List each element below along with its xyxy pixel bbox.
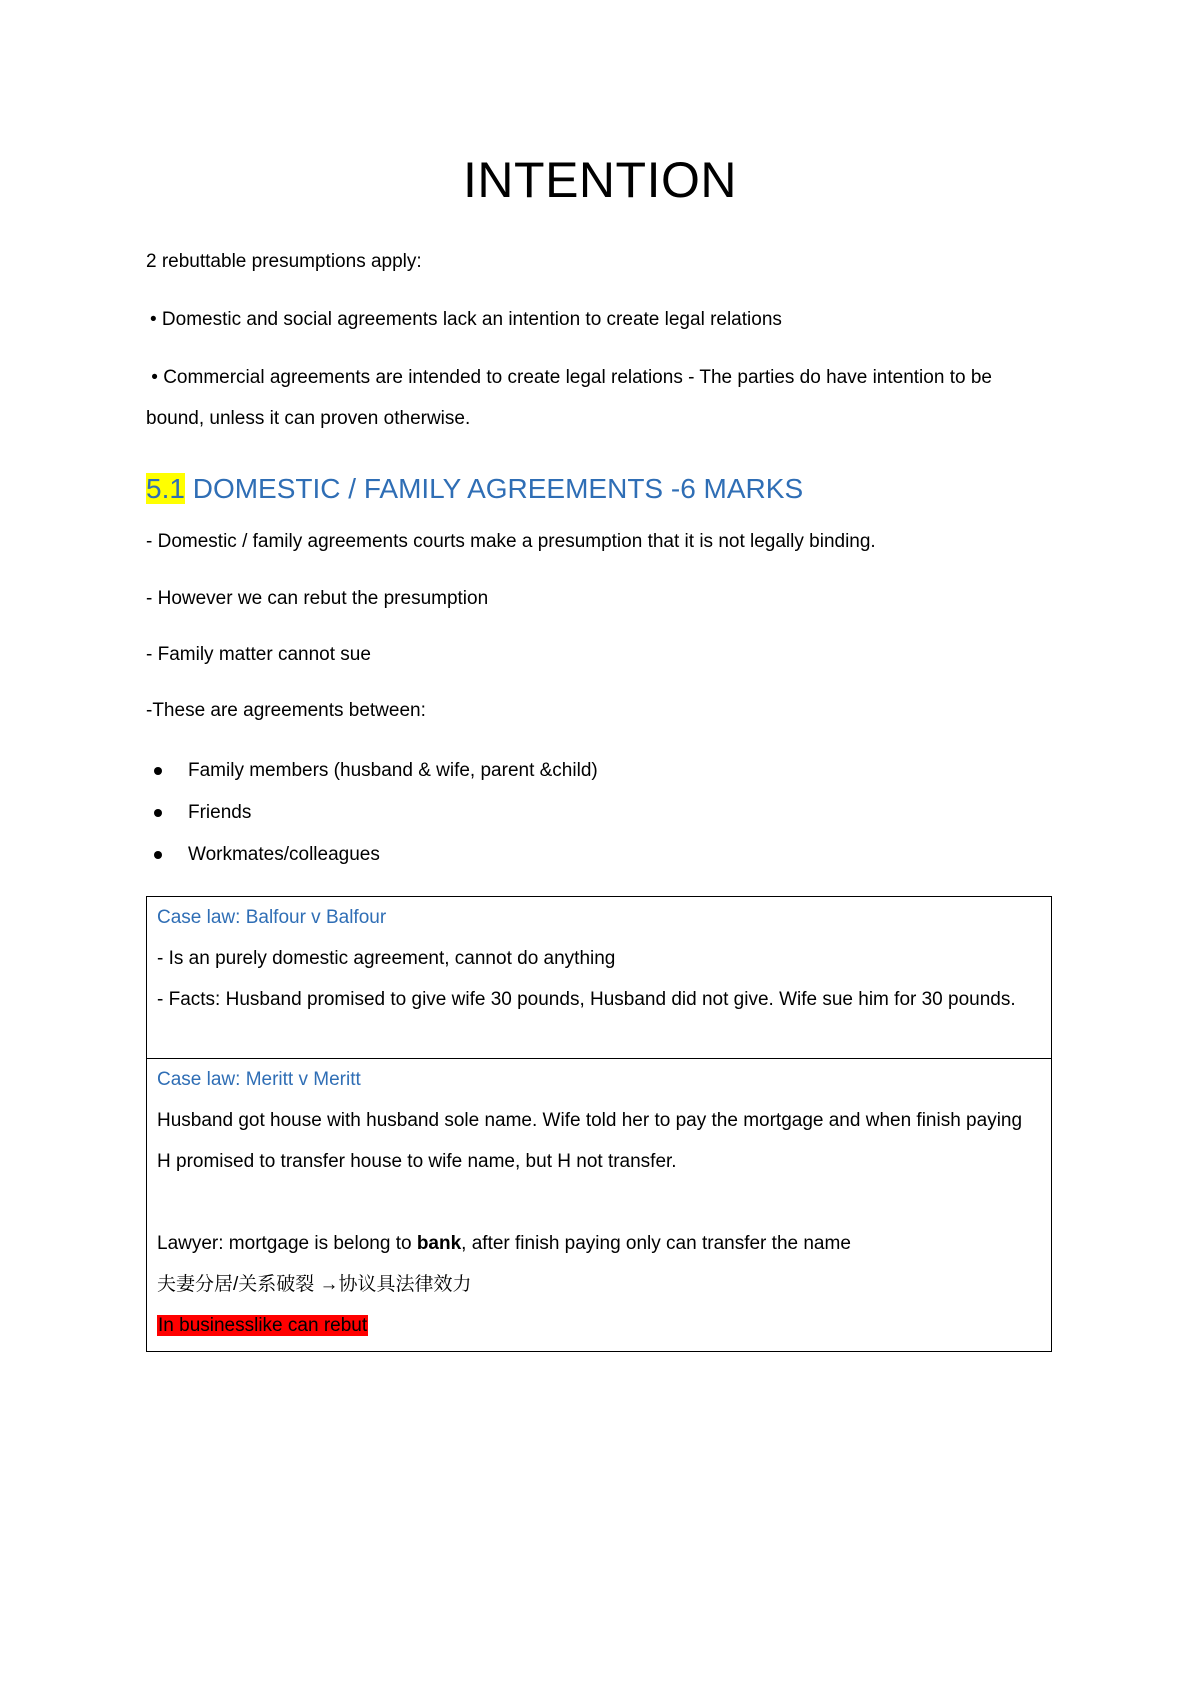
- section-heading: [146, 470, 803, 508]
- section-number: 5.1: [146, 473, 185, 504]
- case-heading-meritt: Case law: Meritt v Meritt: [157, 1069, 361, 1090]
- list-item: Family members (husband & wife, parent &child): [146, 757, 598, 799]
- chinese-note: 夫妻分居/关系破裂 →协议具法律效力: [157, 1274, 472, 1295]
- case-box-balfour: [146, 896, 1052, 1059]
- lawyer-note: Lawyer: mortgage is belong to bank, after finish paying only can transfer the name: [157, 1233, 851, 1254]
- spacer: [157, 1182, 1041, 1223]
- case-facts: Husband got house with husband sole name. Wife told her to pay the mortgage and when finish paying H promised to transfer house to wife name, but H not transfer.: [157, 1110, 1023, 1172]
- list-item: Workmates/colleagues: [146, 841, 598, 883]
- case-line-1: - Is an purely domestic agreement, cannot do anything: [157, 948, 616, 969]
- case-line-2: - Facts: Husband promised to give wife 30 pounds, Husband did not give. Wife sue him for 30 pounds.: [157, 989, 1016, 1010]
- list-item: Friends: [146, 799, 598, 841]
- section-title: DOMESTIC / FAMILY AGREEMENTS -6 MARKS: [184, 473, 804, 504]
- point-4: -These are agreements between:: [146, 700, 426, 721]
- presumption-2: [146, 357, 1046, 439]
- case-box-meritt: [146, 1058, 1052, 1352]
- rebut-highlight: In businesslike can rebut: [158, 1315, 368, 1336]
- bullet-icon: [154, 809, 162, 817]
- presumption-2-text: • Commercial agreements are intended to create legal relations - The parties do have intention to be bound, unless it can proven otherwise.: [146, 367, 992, 429]
- bullet-icon: [154, 767, 162, 775]
- point-3: - Family matter cannot sue: [146, 644, 371, 665]
- rebut-note: [157, 1305, 1041, 1346]
- point-1: - Domestic / family agreements courts make a presumption that it is not legally binding.: [146, 531, 876, 552]
- bullet-icon: [154, 851, 162, 859]
- case-heading-balfour: Case law: Balfour v Balfour: [157, 907, 387, 928]
- presumption-1: • Domestic and social agreements lack an intention to create legal relations: [150, 309, 782, 330]
- document-title: INTENTION: [463, 152, 737, 208]
- intro-text: 2 rebuttable presumptions apply:: [146, 251, 422, 272]
- parties-list: [146, 757, 598, 883]
- point-2: - However we can rebut the presumption: [146, 588, 489, 609]
